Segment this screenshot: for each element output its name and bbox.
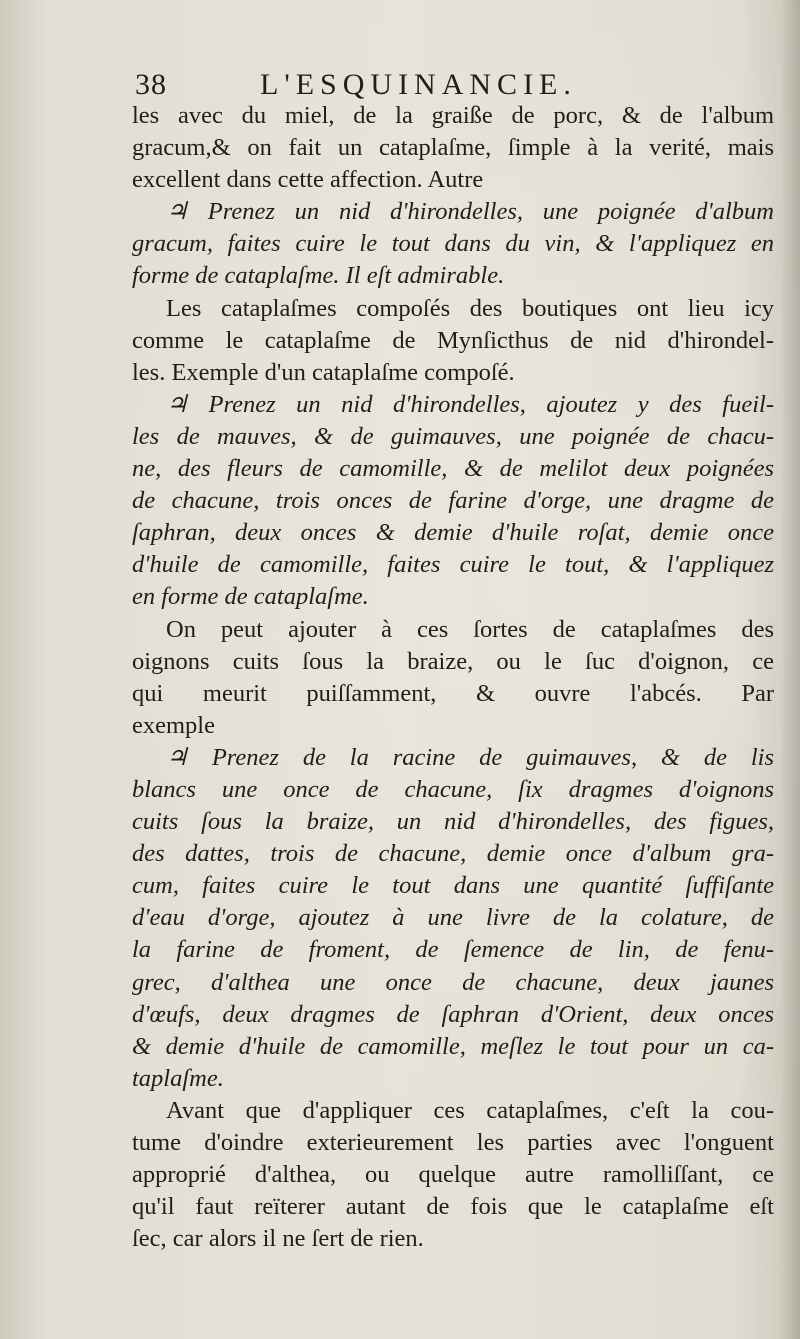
text-line: d'huile de camomille, faites cuire le tout, & l'appliquez (132, 551, 774, 579)
text-line: tume d'oindre exterieurement les parties avec l'onguent (132, 1129, 774, 1156)
text-line: Avant que d'appliquer ces cataplaſmes, c'eſt la cou- (166, 1096, 774, 1124)
text-line: & demie d'huile de camomille, meſlez le tout pour un ca- (132, 1032, 774, 1060)
text-line: oignons cuits ſous la braize, ou le ſuc d'oignon, ce (132, 647, 774, 675)
text-line: blancs une once de chacune, ſix dragmes d'oignons (132, 775, 774, 803)
text-line: grec, d'althea une once de chacune, deux jaunes (132, 968, 774, 996)
text-line: qui meurit puiſſamment, & ouvre l'abcés. Par (132, 679, 774, 707)
text-line: forme de cataplaſme. Il eſt admirable. (132, 262, 505, 290)
text-line: Les cataplaſmes compoſés des boutiques ont lieu icy (166, 294, 774, 322)
text-line: cum, faites cuire le tout dans une quantité ſuffiſante (132, 872, 774, 900)
text-line: comme le cataplaſme de Mynſicthus de nid d'hirondel- (132, 326, 774, 354)
text-line: On peut ajouter à ces ſortes de cataplaſmes des (166, 615, 774, 643)
text-line: taplaſme. (132, 1064, 224, 1092)
text-line: les de mauves, & de guimauves, une poignée de chacu- (132, 422, 774, 450)
text-line: d'eau d'orge, ajoutez à une livre de la colature, de (132, 904, 774, 932)
running-title: L'ESQUINANCIE. (260, 68, 577, 101)
text-line: ♃ Prenez un nid d'hirondelles, ajoutez y des fueil- (166, 390, 774, 418)
text-line: ne, des fleurs de camomille, & de melilot deux poignées (132, 455, 774, 483)
text-line: les. Exemple d'un cataplaſme compoſé. (132, 358, 515, 386)
text-line: de chacune, trois onces de farine d'orge, une dragme de (132, 487, 774, 515)
text-line: ♃ Prenez un nid d'hirondelles, une poignée d'album (166, 198, 774, 226)
page-number: 38 (135, 68, 167, 101)
text-line: cuits ſous la braize, un nid d'hirondelles, des figues, (132, 808, 774, 836)
text-line: ♃ Prenez de la racine de guimauves, & de lis (166, 743, 774, 771)
text-line: qu'il faut reïterer autant de fois que le cataplaſme eſt (132, 1193, 774, 1221)
body-text (132, 100, 774, 1255)
page-edge-shadow (780, 0, 800, 1339)
text-line: gracum,& on fait un cataplaſme, ſimple à la verité, mais (132, 134, 774, 162)
text-line: les avec du miel, de la graiße de porc, & de l'album (132, 102, 774, 129)
text-line: gracum, faites cuire le tout dans du vin, & l'appliquez en (132, 230, 774, 258)
text-line: d'œufs, deux dragmes de ſaphran d'Orient, deux onces (132, 1000, 774, 1028)
text-line: ſaphran, deux onces & demie d'huile roſat, demie once (132, 519, 774, 547)
text-line: excellent dans cette affection. Autre (132, 166, 484, 194)
text-line: ſec, car alors il ne ſert de rien. (132, 1225, 424, 1253)
text-line: des dattes, trois de chacune, demie once d'album gra- (132, 840, 774, 868)
text-line: en forme de cataplaſme. (132, 583, 369, 611)
text-line: exemple (132, 711, 215, 739)
text-line: approprié d'althea, ou quelque autre ramolliſſant, ce (132, 1161, 774, 1189)
text-line: la farine de froment, de ſemence de lin, de fenu- (132, 936, 774, 964)
